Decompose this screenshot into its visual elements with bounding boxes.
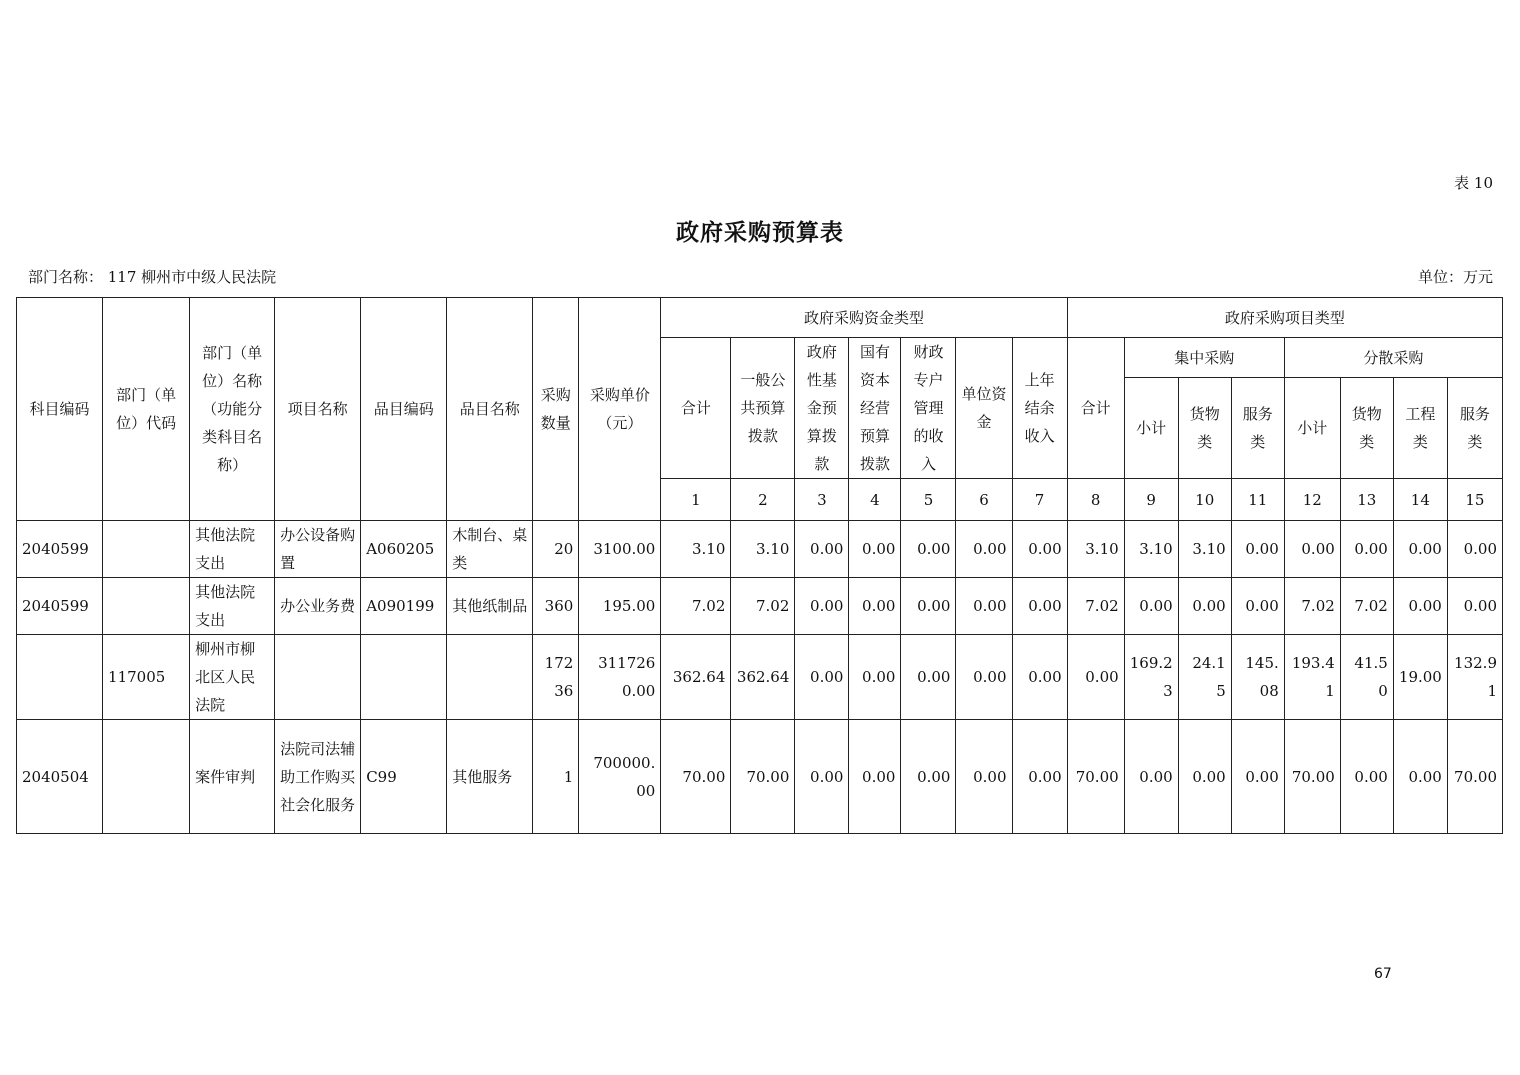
cell-value: 0.00 <box>1012 578 1067 635</box>
cell-value: 0.00 <box>795 720 849 834</box>
header-subject-code: 科目编码 <box>17 298 103 521</box>
header-general-budget: 一般公共预算拨款 <box>731 338 795 479</box>
cell-unit-price: 700000.00 <box>579 720 661 834</box>
cell-quantity: 360 <box>533 578 579 635</box>
header-central-goods: 货物类 <box>1178 378 1231 479</box>
cell-value: 0.00 <box>956 578 1012 635</box>
cell-item-code: A060205 <box>361 521 447 578</box>
header-project-total: 合计 <box>1067 338 1124 479</box>
cell-subject-code <box>17 635 103 720</box>
column-index: 4 <box>849 479 901 521</box>
cell-value: 0.00 <box>1178 720 1231 834</box>
column-index: 3 <box>795 479 849 521</box>
header-fund-type-group: 政府采购资金类型 <box>661 298 1067 338</box>
cell-value: 132.91 <box>1447 635 1502 720</box>
cell-item-code <box>361 635 447 720</box>
cell-item-name: 木制台、桌类 <box>447 521 533 578</box>
cell-value: 0.00 <box>1340 720 1393 834</box>
cell-project <box>275 635 361 720</box>
header-state-capital-budget: 国有资本经营预算拨款 <box>849 338 901 479</box>
cell-value: 0.00 <box>1012 635 1067 720</box>
cell-unit-code <box>103 578 190 635</box>
cell-value: 0.00 <box>849 635 901 720</box>
table-row <box>17 635 1503 720</box>
cell-value: 0.00 <box>1012 521 1067 578</box>
cell-item-name <box>447 635 533 720</box>
header-project: 项目名称 <box>275 298 361 521</box>
cell-value: 7.02 <box>1340 578 1393 635</box>
header-scattered-procurement: 分散采购 <box>1284 338 1502 378</box>
cell-value: 0.00 <box>1231 521 1284 578</box>
column-index: 15 <box>1447 479 1502 521</box>
cell-value: 0.00 <box>1340 521 1393 578</box>
cell-value: 362.64 <box>731 635 795 720</box>
header-gov-fund-budget: 政府性基金预算拨款 <box>795 338 849 479</box>
cell-value: 3.10 <box>661 521 731 578</box>
cell-value: 7.02 <box>1067 578 1124 635</box>
cell-value: 0.00 <box>901 635 956 720</box>
cell-subject-code: 2040599 <box>17 521 103 578</box>
column-index: 14 <box>1393 479 1447 521</box>
cell-unit-code: 117005 <box>103 635 190 720</box>
header-unit-code: 部门（单位）代码 <box>103 298 190 521</box>
column-index: 1 <box>661 479 731 521</box>
cell-unit-name: 柳州市柳北区人民法院 <box>190 635 275 720</box>
page-title: 政府采购预算表 <box>676 219 844 246</box>
cell-unit-price: 3117260.00 <box>579 635 661 720</box>
cell-value: 7.02 <box>1284 578 1340 635</box>
cell-value: 70.00 <box>661 720 731 834</box>
cell-item-name: 其他服务 <box>447 720 533 834</box>
column-index: 8 <box>1067 479 1124 521</box>
cell-value: 0.00 <box>849 521 901 578</box>
cell-unit-name: 其他法院支出 <box>190 521 275 578</box>
cell-unit-price: 3100.00 <box>579 521 661 578</box>
header-central-service: 服务类 <box>1231 378 1284 479</box>
header-unit-fund: 单位资金 <box>956 338 1012 479</box>
cell-value: 0.00 <box>901 720 956 834</box>
table-row <box>17 521 1503 578</box>
cell-value: 0.00 <box>1067 635 1124 720</box>
cell-value: 3.10 <box>731 521 795 578</box>
procurement-budget-table <box>16 297 1503 834</box>
cell-value: 0.00 <box>795 521 849 578</box>
header-item-name: 品目名称 <box>447 298 533 521</box>
cell-value: 3.10 <box>1178 521 1231 578</box>
cell-value: 0.00 <box>1124 720 1178 834</box>
column-index: 7 <box>1012 479 1067 521</box>
cell-value: 0.00 <box>1393 521 1447 578</box>
cell-unit-name: 案件审判 <box>190 720 275 834</box>
cell-value: 0.00 <box>956 521 1012 578</box>
cell-value: 0.00 <box>1178 578 1231 635</box>
cell-value: 3.10 <box>1067 521 1124 578</box>
cell-value: 70.00 <box>731 720 795 834</box>
table-number: 表 10 <box>1454 174 1493 192</box>
cell-value: 0.00 <box>795 578 849 635</box>
cell-project: 办公设备购置 <box>275 521 361 578</box>
cell-value: 0.00 <box>1393 720 1447 834</box>
cell-value: 169.23 <box>1124 635 1178 720</box>
cell-project: 办公业务费 <box>275 578 361 635</box>
cell-value: 0.00 <box>1231 578 1284 635</box>
cell-value: 0.00 <box>901 521 956 578</box>
cell-value: 0.00 <box>1393 578 1447 635</box>
column-index: 11 <box>1231 479 1284 521</box>
header-unit-price: 采购单价（元） <box>579 298 661 521</box>
cell-project: 法院司法辅助工作购买社会化服务 <box>275 720 361 834</box>
header-unit-name: 部门（单位）名称（功能分类科目名称） <box>190 298 275 521</box>
cell-value: 24.15 <box>1178 635 1231 720</box>
header-scattered-subtotal: 小计 <box>1284 378 1340 479</box>
header-scattered-service: 服务类 <box>1447 378 1502 479</box>
header-quantity: 采购数量 <box>533 298 579 521</box>
header-project-type-group: 政府采购项目类型 <box>1067 298 1502 338</box>
table-row <box>17 720 1503 834</box>
header-carryover-income: 上年结余收入 <box>1012 338 1067 479</box>
column-index: 6 <box>956 479 1012 521</box>
cell-quantity: 1 <box>533 720 579 834</box>
column-index: 5 <box>901 479 956 521</box>
cell-value: 41.50 <box>1340 635 1393 720</box>
cell-value: 0.00 <box>1124 578 1178 635</box>
cell-value: 0.00 <box>1231 720 1284 834</box>
cell-unit-price: 195.00 <box>579 578 661 635</box>
cell-value: 0.00 <box>1447 578 1502 635</box>
cell-value: 0.00 <box>956 635 1012 720</box>
cell-value: 3.10 <box>1124 521 1178 578</box>
cell-value: 0.00 <box>901 578 956 635</box>
column-index: 10 <box>1178 479 1231 521</box>
cell-item-name: 其他纸制品 <box>447 578 533 635</box>
header-central-procurement: 集中采购 <box>1124 338 1284 378</box>
header-scattered-goods: 货物类 <box>1340 378 1393 479</box>
cell-value: 193.41 <box>1284 635 1340 720</box>
cell-subject-code: 2040599 <box>17 578 103 635</box>
cell-value: 362.64 <box>661 635 731 720</box>
department-name: 部门名称： 117 柳州市中级人民法院 <box>28 268 277 286</box>
cell-value: 145.08 <box>1231 635 1284 720</box>
cell-unit-name: 其他法院支出 <box>190 578 275 635</box>
table-row <box>17 578 1503 635</box>
column-index: 9 <box>1124 479 1178 521</box>
header-central-subtotal: 小计 <box>1124 378 1178 479</box>
cell-item-code: C99 <box>361 720 447 834</box>
cell-value: 0.00 <box>1447 521 1502 578</box>
cell-value: 7.02 <box>661 578 731 635</box>
cell-value: 70.00 <box>1284 720 1340 834</box>
page-number: 67 <box>1374 966 1392 982</box>
column-index: 2 <box>731 479 795 521</box>
cell-value: 0.00 <box>849 578 901 635</box>
cell-unit-code <box>103 720 190 834</box>
cell-value: 0.00 <box>849 720 901 834</box>
column-index: 13 <box>1340 479 1393 521</box>
cell-subject-code: 2040504 <box>17 720 103 834</box>
header-special-account-income: 财政专户管理的收入 <box>901 338 956 479</box>
cell-quantity: 17236 <box>533 635 579 720</box>
header-scattered-works: 工程类 <box>1393 378 1447 479</box>
cell-value: 7.02 <box>731 578 795 635</box>
cell-value: 0.00 <box>1012 720 1067 834</box>
cell-value: 19.00 <box>1393 635 1447 720</box>
cell-quantity: 20 <box>533 521 579 578</box>
header-fund-total: 合计 <box>661 338 731 479</box>
cell-unit-code <box>103 521 190 578</box>
column-index: 12 <box>1284 479 1340 521</box>
cell-value: 70.00 <box>1447 720 1502 834</box>
cell-value: 70.00 <box>1067 720 1124 834</box>
header-item-code: 品目编码 <box>361 298 447 521</box>
cell-value: 0.00 <box>1284 521 1340 578</box>
unit-label: 单位：万元 <box>1417 268 1493 286</box>
cell-value: 0.00 <box>795 635 849 720</box>
cell-item-code: A090199 <box>361 578 447 635</box>
cell-value: 0.00 <box>956 720 1012 834</box>
